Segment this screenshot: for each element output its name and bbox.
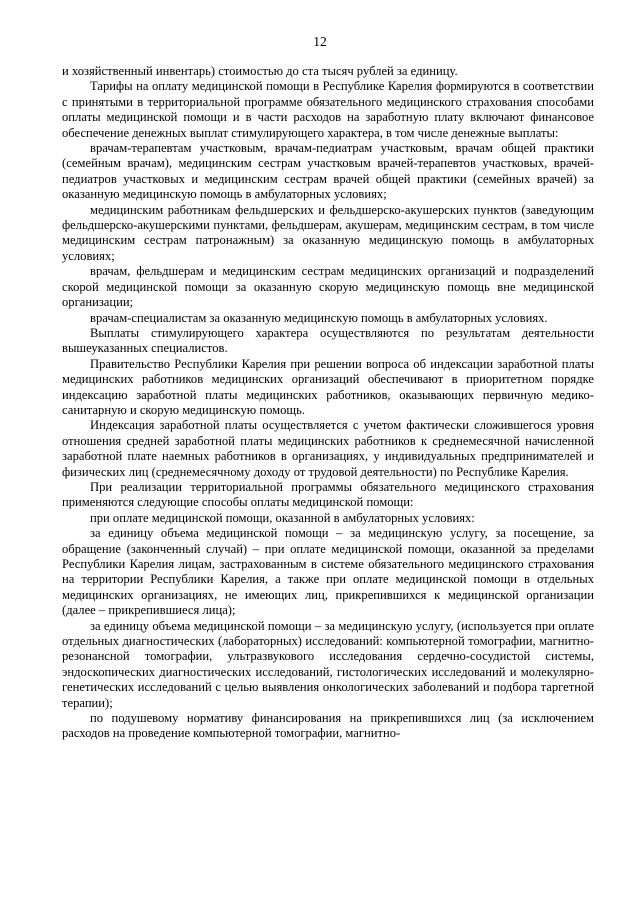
paragraph: за единицу объема медицинской помощи – за медицинскую услугу, (используется при оплате отдельных диагностических (лабораторных) исследований: компьютерной томографии, магнитно-резонансной томографии, ультразвукового исследования сердечно-сосудистой системы, эндоскопических диагностических исследований, гистологических исследований и молекулярно-генетических исследований с целью выявления онкологических заболеваний и подбора таргетной терапии); xyxy=(62,618,594,710)
paragraph: Тарифы на оплату медицинской помощи в Республике Карелия формируются в соответствии с принятыми в территориальной программе обязательного медицинского страхования способами оплаты медицинской помощи и в части расходов на заработную плату включают финансовое обеспечение денежных выплат стимулирующего характера, в том числе денежные выплаты: xyxy=(62,79,594,140)
paragraph: по подушевому нормативу финансирования на прикрепившихся лиц (за исключением расходов на проведение компьютерной томографии, магнитно- xyxy=(62,711,594,741)
document-body xyxy=(62,64,594,742)
paragraph: врачам-специалистам за оказанную медицинскую помощь в амбулаторных условиях. xyxy=(90,310,548,325)
paragraph: медицинским работникам фельдшерских и фельдшерско-акушерских пунктов (заведующим фельдшерско-акушерскими пунктами, фельдшерам, акушерам, медицинским сестрам, в том числе медицинским сестрам патронажным) за оказанную медицинскую помощь в амбулаторных условиях; xyxy=(62,202,594,263)
paragraph: При реализации территориальной программы обязательного медицинского страхования применяются следующие способы оплаты медицинской помощи: xyxy=(62,479,594,510)
paragraph: Индексация заработной платы осуществляется с учетом фактически сложившегося уровня отношения средней заработной платы медицинских работников к среднемесячной начисленной заработной плате наемных работников в организациях, у индивидуальных предпринимателей и физических лиц (среднемесячному доходу от трудовой деятельности) по Республике Карелия. xyxy=(62,418,594,479)
paragraph: врачам, фельдшерам и медицинским сестрам медицинских организаций и подразделений скорой медицинской помощи за оказанную скорую медицинскую помощь вне медицинской организации; xyxy=(62,264,594,310)
paragraph: Выплаты стимулирующего характера осуществляются по результатам деятельности вышеуказанных специалистов. xyxy=(62,325,594,356)
paragraph: за единицу объема медицинской помощи – за медицинскую услугу, за посещение, за обращение (законченный случай) – при оплате медицинской помощи, оказанной за пределами Республики Карелия лицам, застрахованным в системе обязательного медицинского страхования на территории Республики Карелия, а также при оплате медицинской помощи в отдельных медицинских организациях, не имеющих лиц, прикрепившихся к медицинской организации (далее – прикрепившиеся лица); xyxy=(62,526,594,618)
paragraph: врачам-терапевтам участковым, врачам-педиатрам участковым, врачам общей практики (семейным врачам), медицинским сестрам участковым врачей-терапевтов участковых, врачей-педиатров участковых и медицинским сестрам врачей общей практики (семейных врачей) за оказанную медицинскую помощь в амбулаторных условиях; xyxy=(62,141,594,202)
page-number: 12 xyxy=(313,34,327,49)
paragraph: Правительство Республики Карелия при решении вопроса об индексации заработной платы медицинских работников медицинских организаций обеспечивают в приоритетном порядке индексацию заработной платы медицинских работников, оказывающих первичную медико-санитарную и скорую медицинскую помощь. xyxy=(62,356,594,417)
paragraph: и хозяйственный инвентарь) стоимостью до ста тысяч рублей за единицу. xyxy=(62,64,458,78)
paragraph: при оплате медицинской помощи, оказанной в амбулаторных условиях: xyxy=(90,510,475,525)
